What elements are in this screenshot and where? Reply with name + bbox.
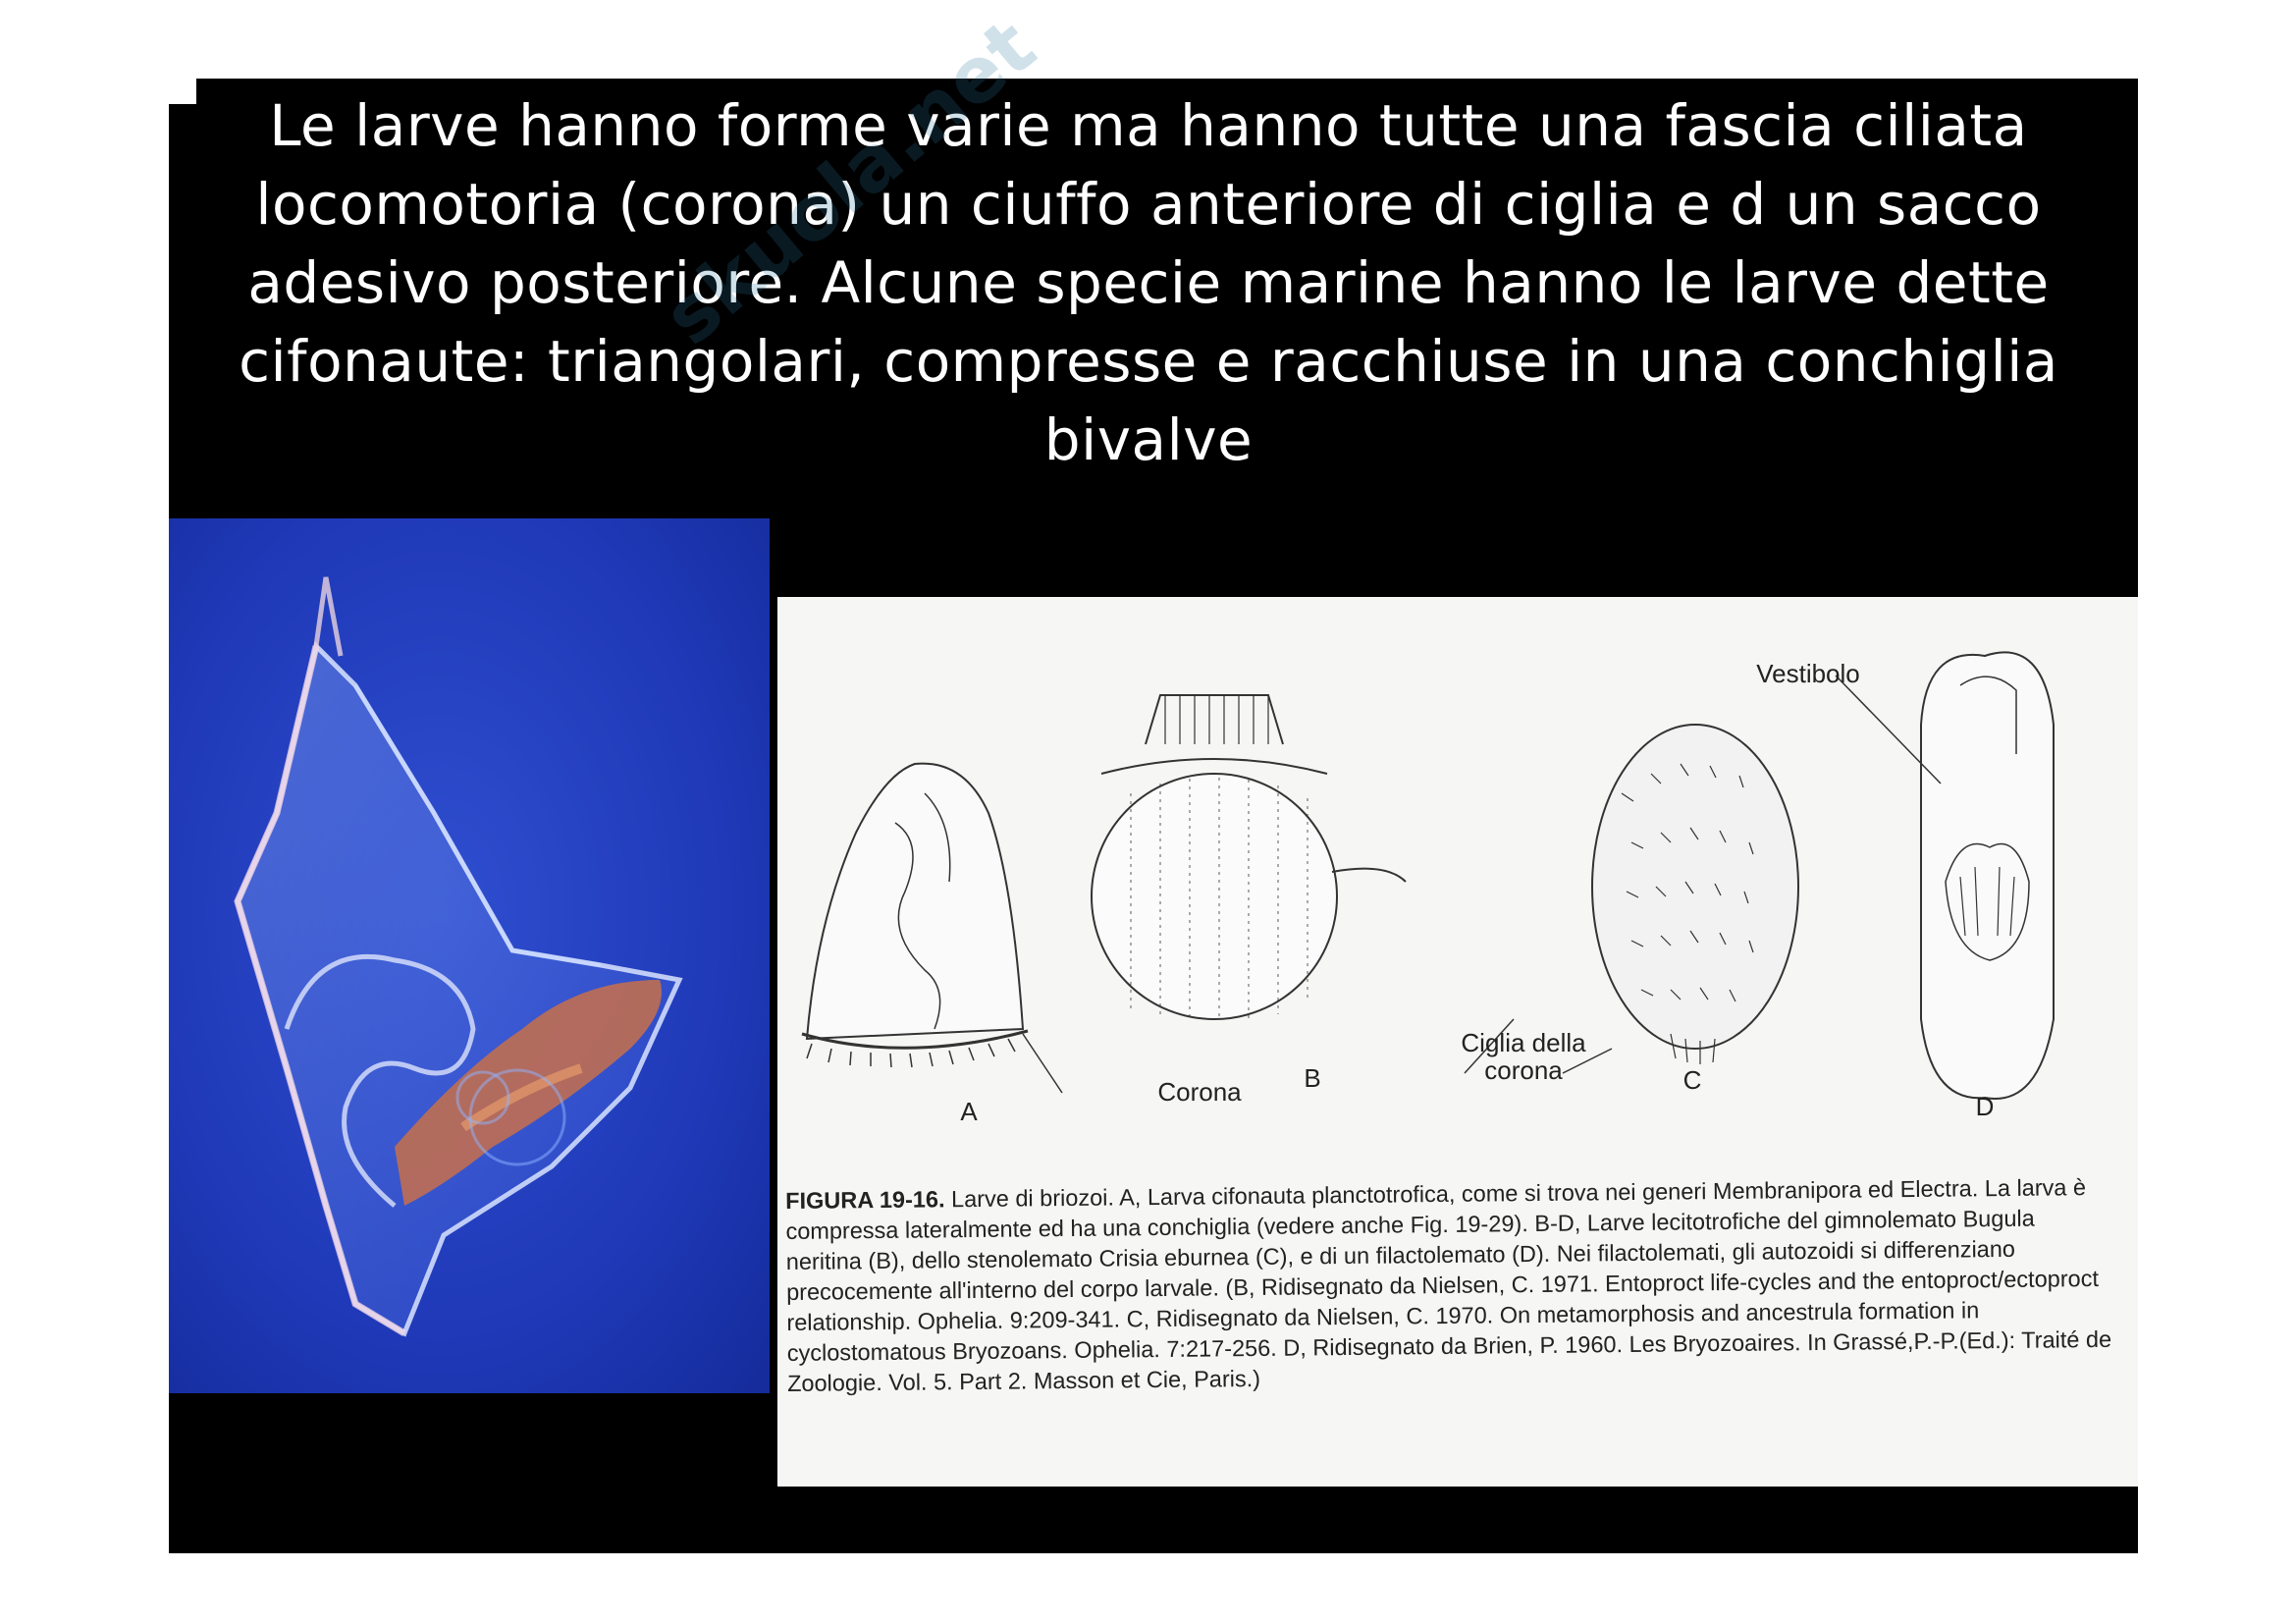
slide-title: Le larve hanno forme varie ma hanno tutte una fascia ciliata locomotoria (corona) un ciuffo anteriore di ciglia e d un sacco adesivo posteriore. Alcune specie marine hanno le larve dette cifonaute: triangolari, compresse e racchiuse in una conchiglia bivalve bbox=[239, 92, 2058, 473]
label-corona: Corona bbox=[1157, 1077, 1242, 1107]
cyphonautes-larva-photo bbox=[169, 518, 770, 1393]
label-c: C bbox=[1682, 1065, 1702, 1095]
label-b: B bbox=[1304, 1063, 1321, 1093]
larva-a-drawing bbox=[802, 764, 1028, 1067]
label-d: D bbox=[1975, 1092, 1995, 1121]
larva-d-drawing bbox=[1921, 652, 2054, 1099]
larva-b-drawing bbox=[1092, 695, 1406, 1021]
figure-caption bbox=[785, 1172, 2112, 1399]
label-a: A bbox=[960, 1097, 978, 1126]
label-vestibolo: Vestibolo bbox=[1756, 659, 1860, 688]
figure-caption-text: Larve di briozoi. A, Larva cifonauta planctotrofica, come si trova nei generi Membranipora ed Electra. La larva è compressa lateralmente ed ha una conchiglia (vedere anche Fig. 19-29). B-D, Larve lecitotrofiche del gimnolemato Bugula neritina (B), dello stenolemato Crisia eburnea (C), e di un filactolemato (D). Nei filactolemati, gli autozoidi si differenziano precocemente all'interno del corpo larvale. (B, Ridisegnato da Nielsen, C. 1971. Entoproct life-cycles and the entoproct/ectoproct relationship. Ophelia. 9:209-341. C, Ridisegnato da Nielsen, C. 1970. On metamorphosis and ancestrula formation in cyclostomatous Bryozoans. Ophelia. 7:217-256. D, Ridisegnato da Brien, P. 1960. Les Bryozoaires. In Grassé,P.-P.(Ed.): Traité de Zoologie. Vol. 5. Part 2. Masson et Cie, Paris.) bbox=[785, 1174, 2112, 1396]
label-ciglia-della-corona: Ciglia della corona bbox=[1461, 1028, 1586, 1085]
slide-corner-notch bbox=[169, 79, 196, 104]
figure-panel bbox=[777, 597, 2138, 1487]
larva-c-drawing bbox=[1592, 725, 1798, 1064]
watermark-text: skuola.net bbox=[648, 2, 1052, 362]
figure-number: FIGURA 19-16. bbox=[785, 1186, 945, 1214]
